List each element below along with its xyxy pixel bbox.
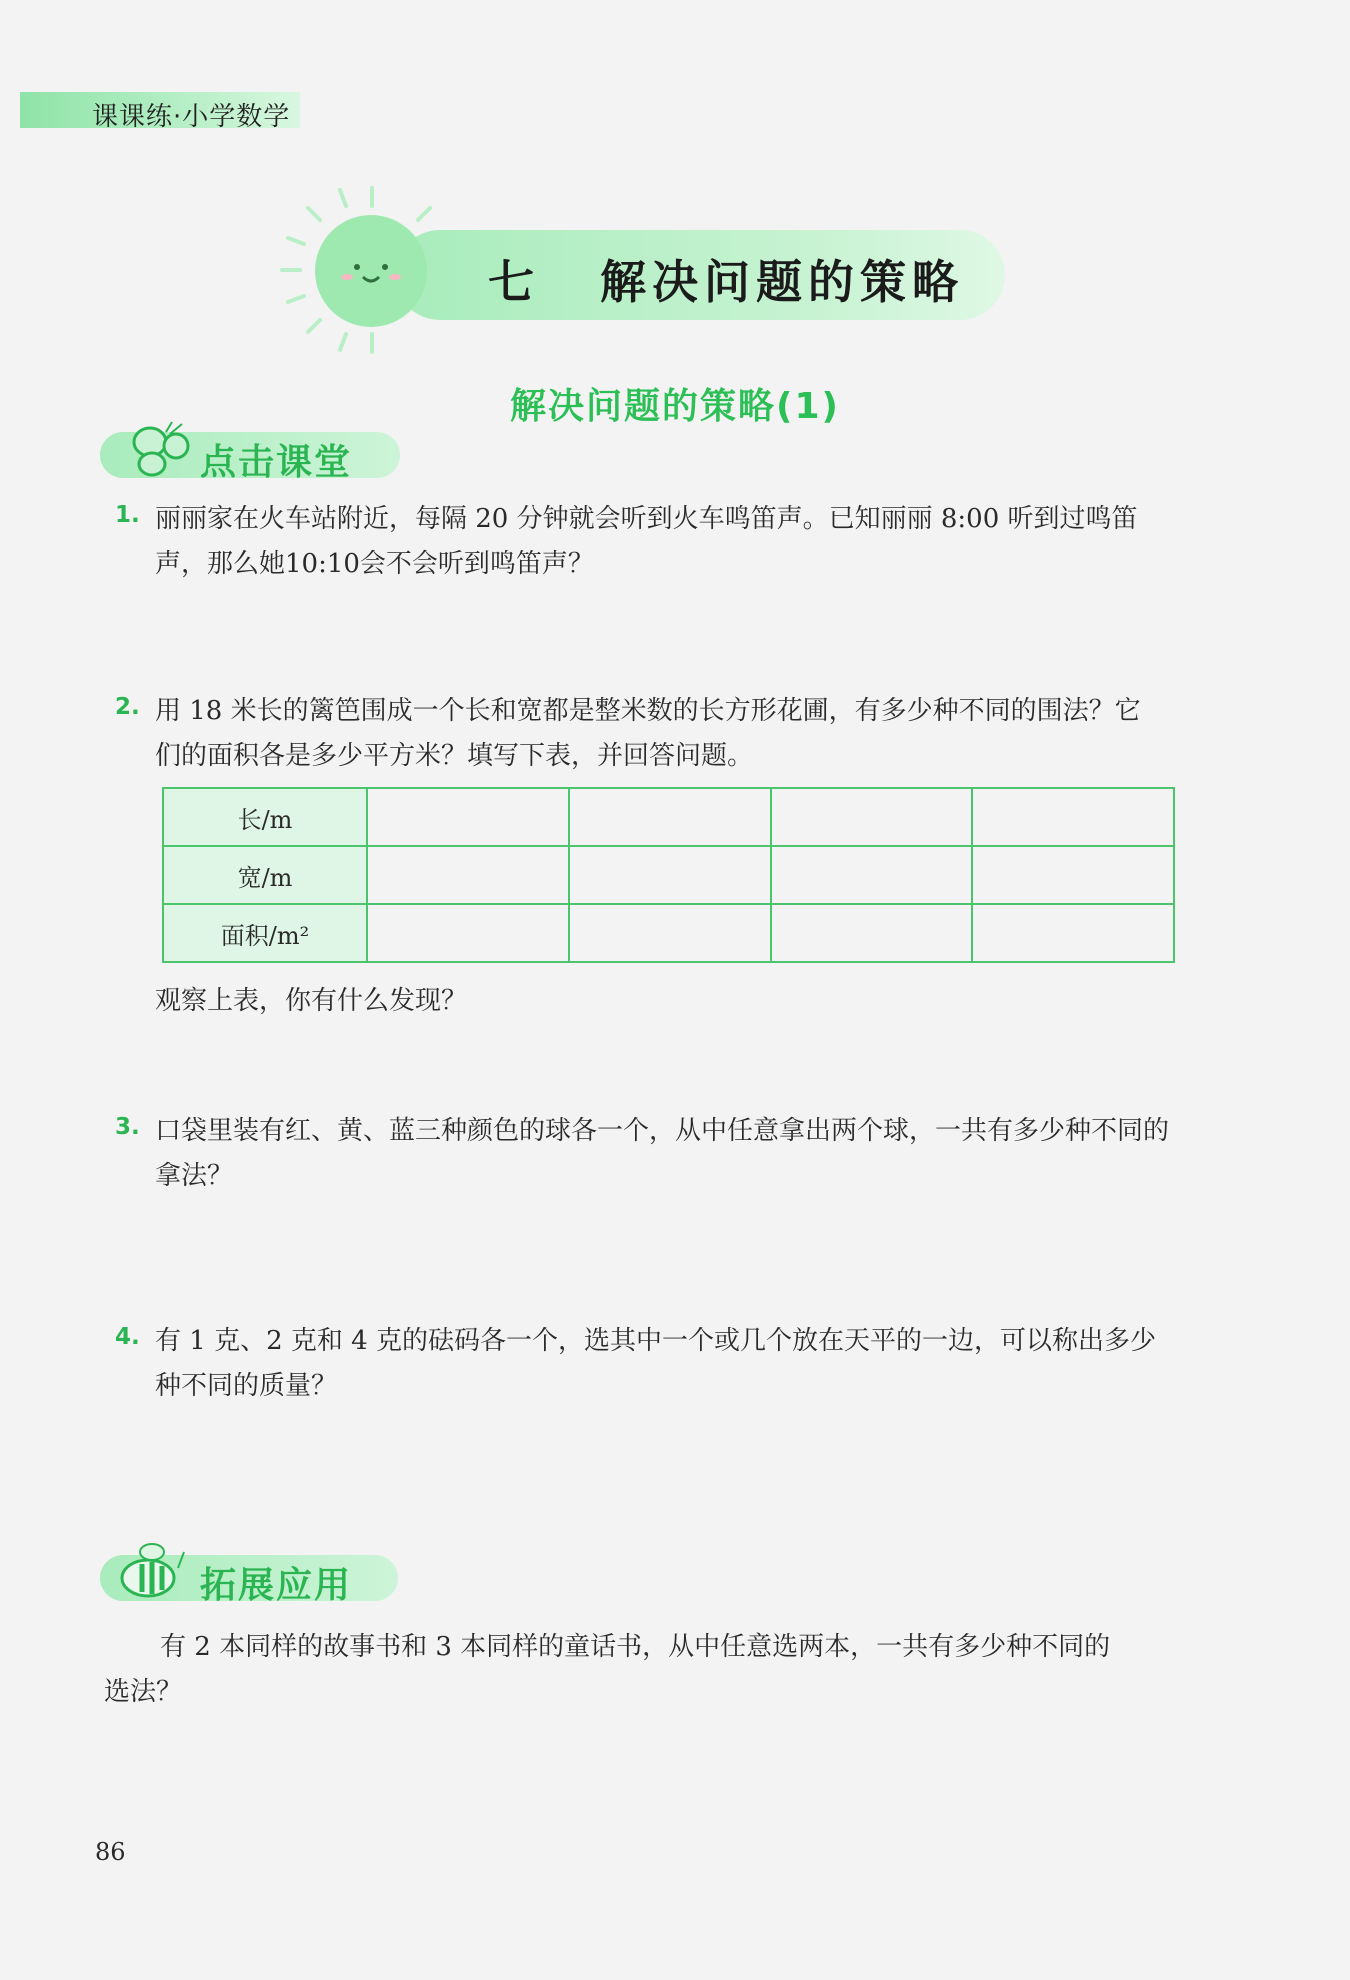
- question-3-number: 3.: [115, 1114, 140, 1140]
- table-row: [163, 788, 1174, 846]
- observe-prompt: 观察上表，你有什么发现？: [155, 986, 468, 1016]
- lesson-title: 解决问题的策略(1): [510, 386, 840, 427]
- question-4-line-1: 有 1 克、2 克和 4 克的砝码各一个，选其中一个或几个放在天平的一边，可以称出多少: [155, 1326, 1156, 1356]
- table-cell[interactable]: [569, 904, 771, 962]
- table-cell[interactable]: [972, 846, 1174, 904]
- question-4-number: 4.: [115, 1324, 140, 1350]
- question-2-line-1: 用 18 米长的篱笆围成一个长和宽都是整米数的长方形花圃，有多少种不同的围法？它: [155, 696, 1141, 726]
- table-cell[interactable]: [771, 788, 973, 846]
- table-row: [163, 846, 1174, 904]
- table-cell[interactable]: [569, 788, 771, 846]
- table-cell[interactable]: [367, 846, 569, 904]
- extension-line-1: 有 2 本同样的故事书和 3 本同样的童话书，从中任意选两本，一共有多少种不同的: [160, 1632, 1111, 1662]
- table-cell[interactable]: [569, 846, 771, 904]
- table-cell[interactable]: [367, 788, 569, 846]
- table-row-header: 宽/m: [163, 846, 367, 904]
- question-1-number: 1.: [115, 502, 140, 528]
- butterfly-icon: [128, 418, 198, 484]
- question-4-line-2: 种不同的质量？: [155, 1371, 338, 1401]
- table-cell[interactable]: [771, 904, 973, 962]
- question-1-line-2: 声，那么她10:10会不会听到鸣笛声？: [155, 549, 594, 579]
- sun-face-icon: [315, 215, 427, 327]
- question-3-line-1: 口袋里装有红、黄、蓝三种颜色的球各一个，从中任意拿出两个球，一共有多少种不同的: [155, 1116, 1170, 1146]
- bee-icon: [112, 1538, 200, 1604]
- page-number: 86: [95, 1838, 126, 1866]
- extension-line-2: 选法？: [104, 1677, 183, 1707]
- table-row: [163, 904, 1174, 962]
- table-cell[interactable]: [771, 846, 973, 904]
- question-1-line-1: 丽丽家在火车站附近，每隔 20 分钟就会听到火车鸣笛声。已知丽丽 8:00 听到过鸣笛: [155, 504, 1138, 534]
- table-cell[interactable]: [367, 904, 569, 962]
- chapter-number: 七: [488, 255, 534, 309]
- question-2-line-2: 们的面积各是多少平方米？填写下表，并回答问题。: [155, 741, 754, 771]
- chapter-title: 解决问题的策略: [600, 255, 964, 309]
- table-row-header: 面积/m²: [163, 904, 367, 962]
- question-2-number: 2.: [115, 694, 140, 720]
- table-cell[interactable]: [972, 788, 1174, 846]
- question-3-line-2: 拿法？: [155, 1161, 234, 1191]
- section-label-class: 点击课堂: [200, 442, 353, 483]
- table-row-header: 长/m: [163, 788, 367, 846]
- table-cell[interactable]: [972, 904, 1174, 962]
- answer-table: [162, 787, 1175, 963]
- section-label-extension: 拓展应用: [200, 1565, 353, 1606]
- series-title: 课课练·小学数学: [92, 102, 291, 132]
